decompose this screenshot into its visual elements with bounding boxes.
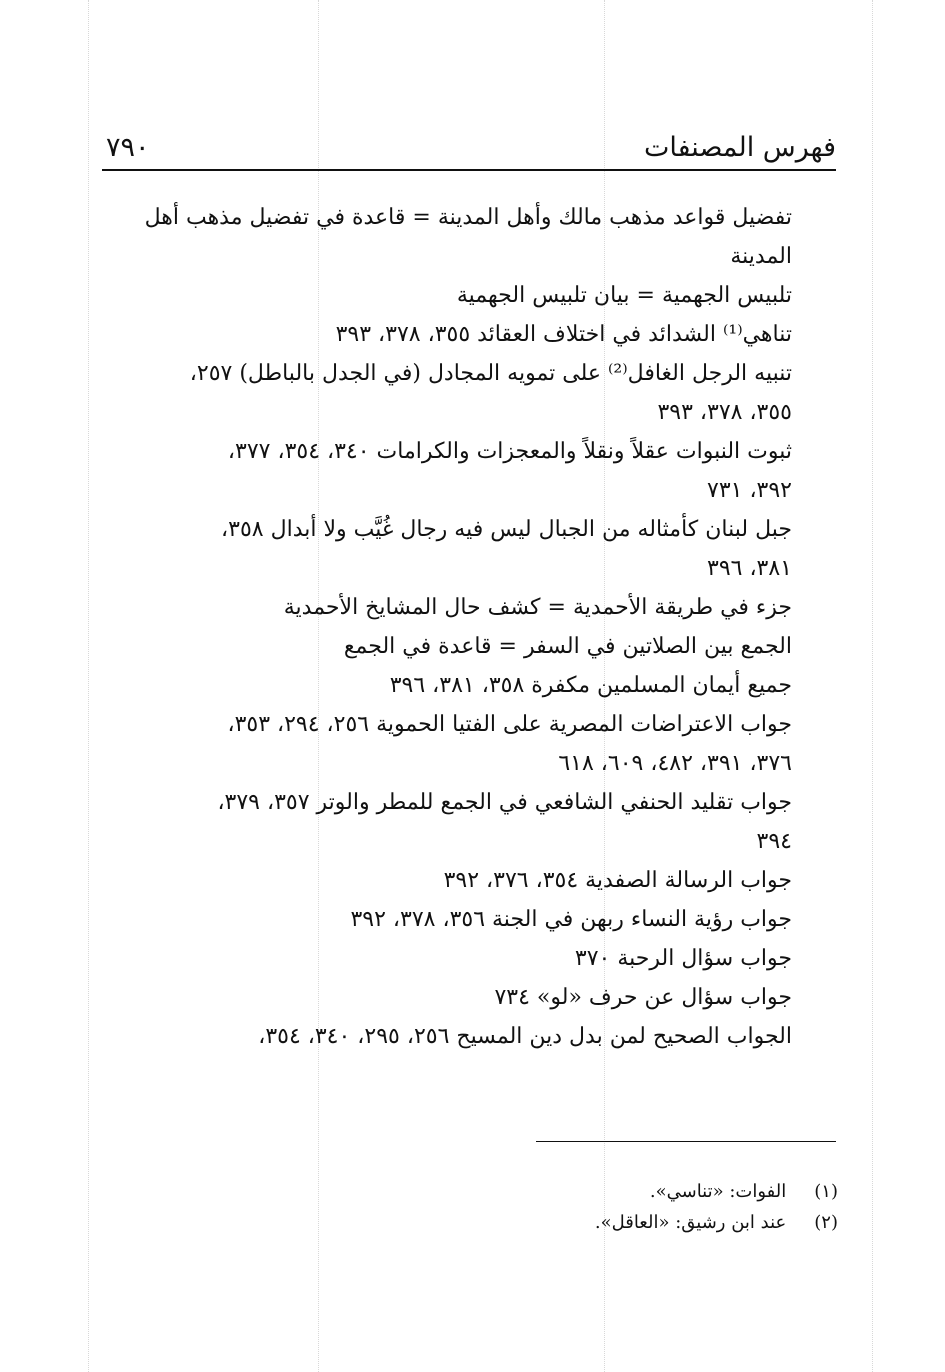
entry-line: المدينة xyxy=(730,244,792,269)
footnote-divider xyxy=(536,1141,836,1142)
footnote-text: عند ابن رشيق: «العاقل». xyxy=(594,1212,787,1233)
entry-line: ٣٩٤ xyxy=(756,829,792,854)
entry-line: تلبيس الجهمية = بيان تلبيس الجهمية xyxy=(456,283,792,308)
entry-line: تفضيل قواعد مذهب مالك وأهل المدينة = قاعدة في تفضيل مذهب أهل xyxy=(144,205,792,230)
entry-line: ٣٧٦، ٣٩١، ٤٨٢، ٦٠٩، ٦١٨ xyxy=(558,751,792,776)
page-header xyxy=(102,128,836,168)
index-entries xyxy=(110,198,792,1056)
entry-line: جزء في طريقة الأحمدية = كشف حال المشايخ الأحمدية xyxy=(283,595,792,620)
footnotes xyxy=(500,1176,838,1238)
footnote xyxy=(500,1207,838,1238)
entry-line: جواب الاعتراضات المصرية على الفتيا الحموية ٢٥٦، ٢٩٤، ٣٥٣، xyxy=(227,712,792,737)
entry-line: جواب رؤية النساء ربهن في الجنة ٣٥٦، ٣٧٨، ٣٩٢ xyxy=(350,907,792,932)
entry-line: تناهي⁽¹⁾ الشدائد في اختلاف العقائد ٣٥٥، ٣٧٨، ٣٩٣ xyxy=(335,322,792,347)
footnote-number: (١) xyxy=(814,1181,838,1202)
entry-line: جبل لبنان كأمثاله من الجبال ليس فيه رجال غُيَّب ولا أبدال ٣٥٨، xyxy=(221,517,792,542)
page-number: ٧٩٠ xyxy=(106,132,150,163)
header-divider xyxy=(102,169,836,171)
footnote-number: (٢) xyxy=(814,1212,838,1233)
entry-line: جواب الرسالة الصفدية ٣٥٤، ٣٧٦، ٣٩٢ xyxy=(443,868,792,893)
entry-line: جواب سؤال الرحبة ٣٧٠ xyxy=(574,946,792,971)
entry-line: جواب تقليد الحنفي الشافعي في الجمع للمطر والوتر ٣٥٧، ٣٧٩، xyxy=(217,790,792,815)
scan-guide-line xyxy=(872,0,873,1372)
footnote xyxy=(500,1176,838,1207)
running-title: فهرس المصنفات xyxy=(644,132,836,163)
entry-line: جميع أيمان المسلمين مكفرة ٣٥٨، ٣٨١، ٣٩٦ xyxy=(389,673,792,698)
entry-line: الجمع بين الصلاتين في السفر = قاعدة في الجمع xyxy=(343,634,792,659)
entry-line: تنبيه الرجل الغافل⁽²⁾ على تمويه المجادل (في الجدل بالباطل) ٢٥٧، xyxy=(189,361,792,386)
scan-guide-line xyxy=(88,0,89,1372)
entry-line: ٣٥٥، ٣٧٨، ٣٩٣ xyxy=(657,400,792,425)
entry-line: ثبوت النبوات عقلاً ونقلاً والمعجزات والكرامات ٣٤٠، ٣٥٤، ٣٧٧، xyxy=(227,439,792,464)
footnote-text: الفوات: «تناسي». xyxy=(649,1181,787,1202)
entry-line: ٣٩٢، ٧٣١ xyxy=(707,478,792,503)
entry-line: ٣٨١، ٣٩٦ xyxy=(707,556,792,581)
entry-line: الجواب الصحيح لمن بدل دين المسيح ٢٥٦، ٢٩٥، ٣٤٠، ٣٥٤، xyxy=(258,1024,792,1049)
entry-line: جواب سؤال عن حرف «لو» ٧٣٤ xyxy=(494,985,792,1010)
